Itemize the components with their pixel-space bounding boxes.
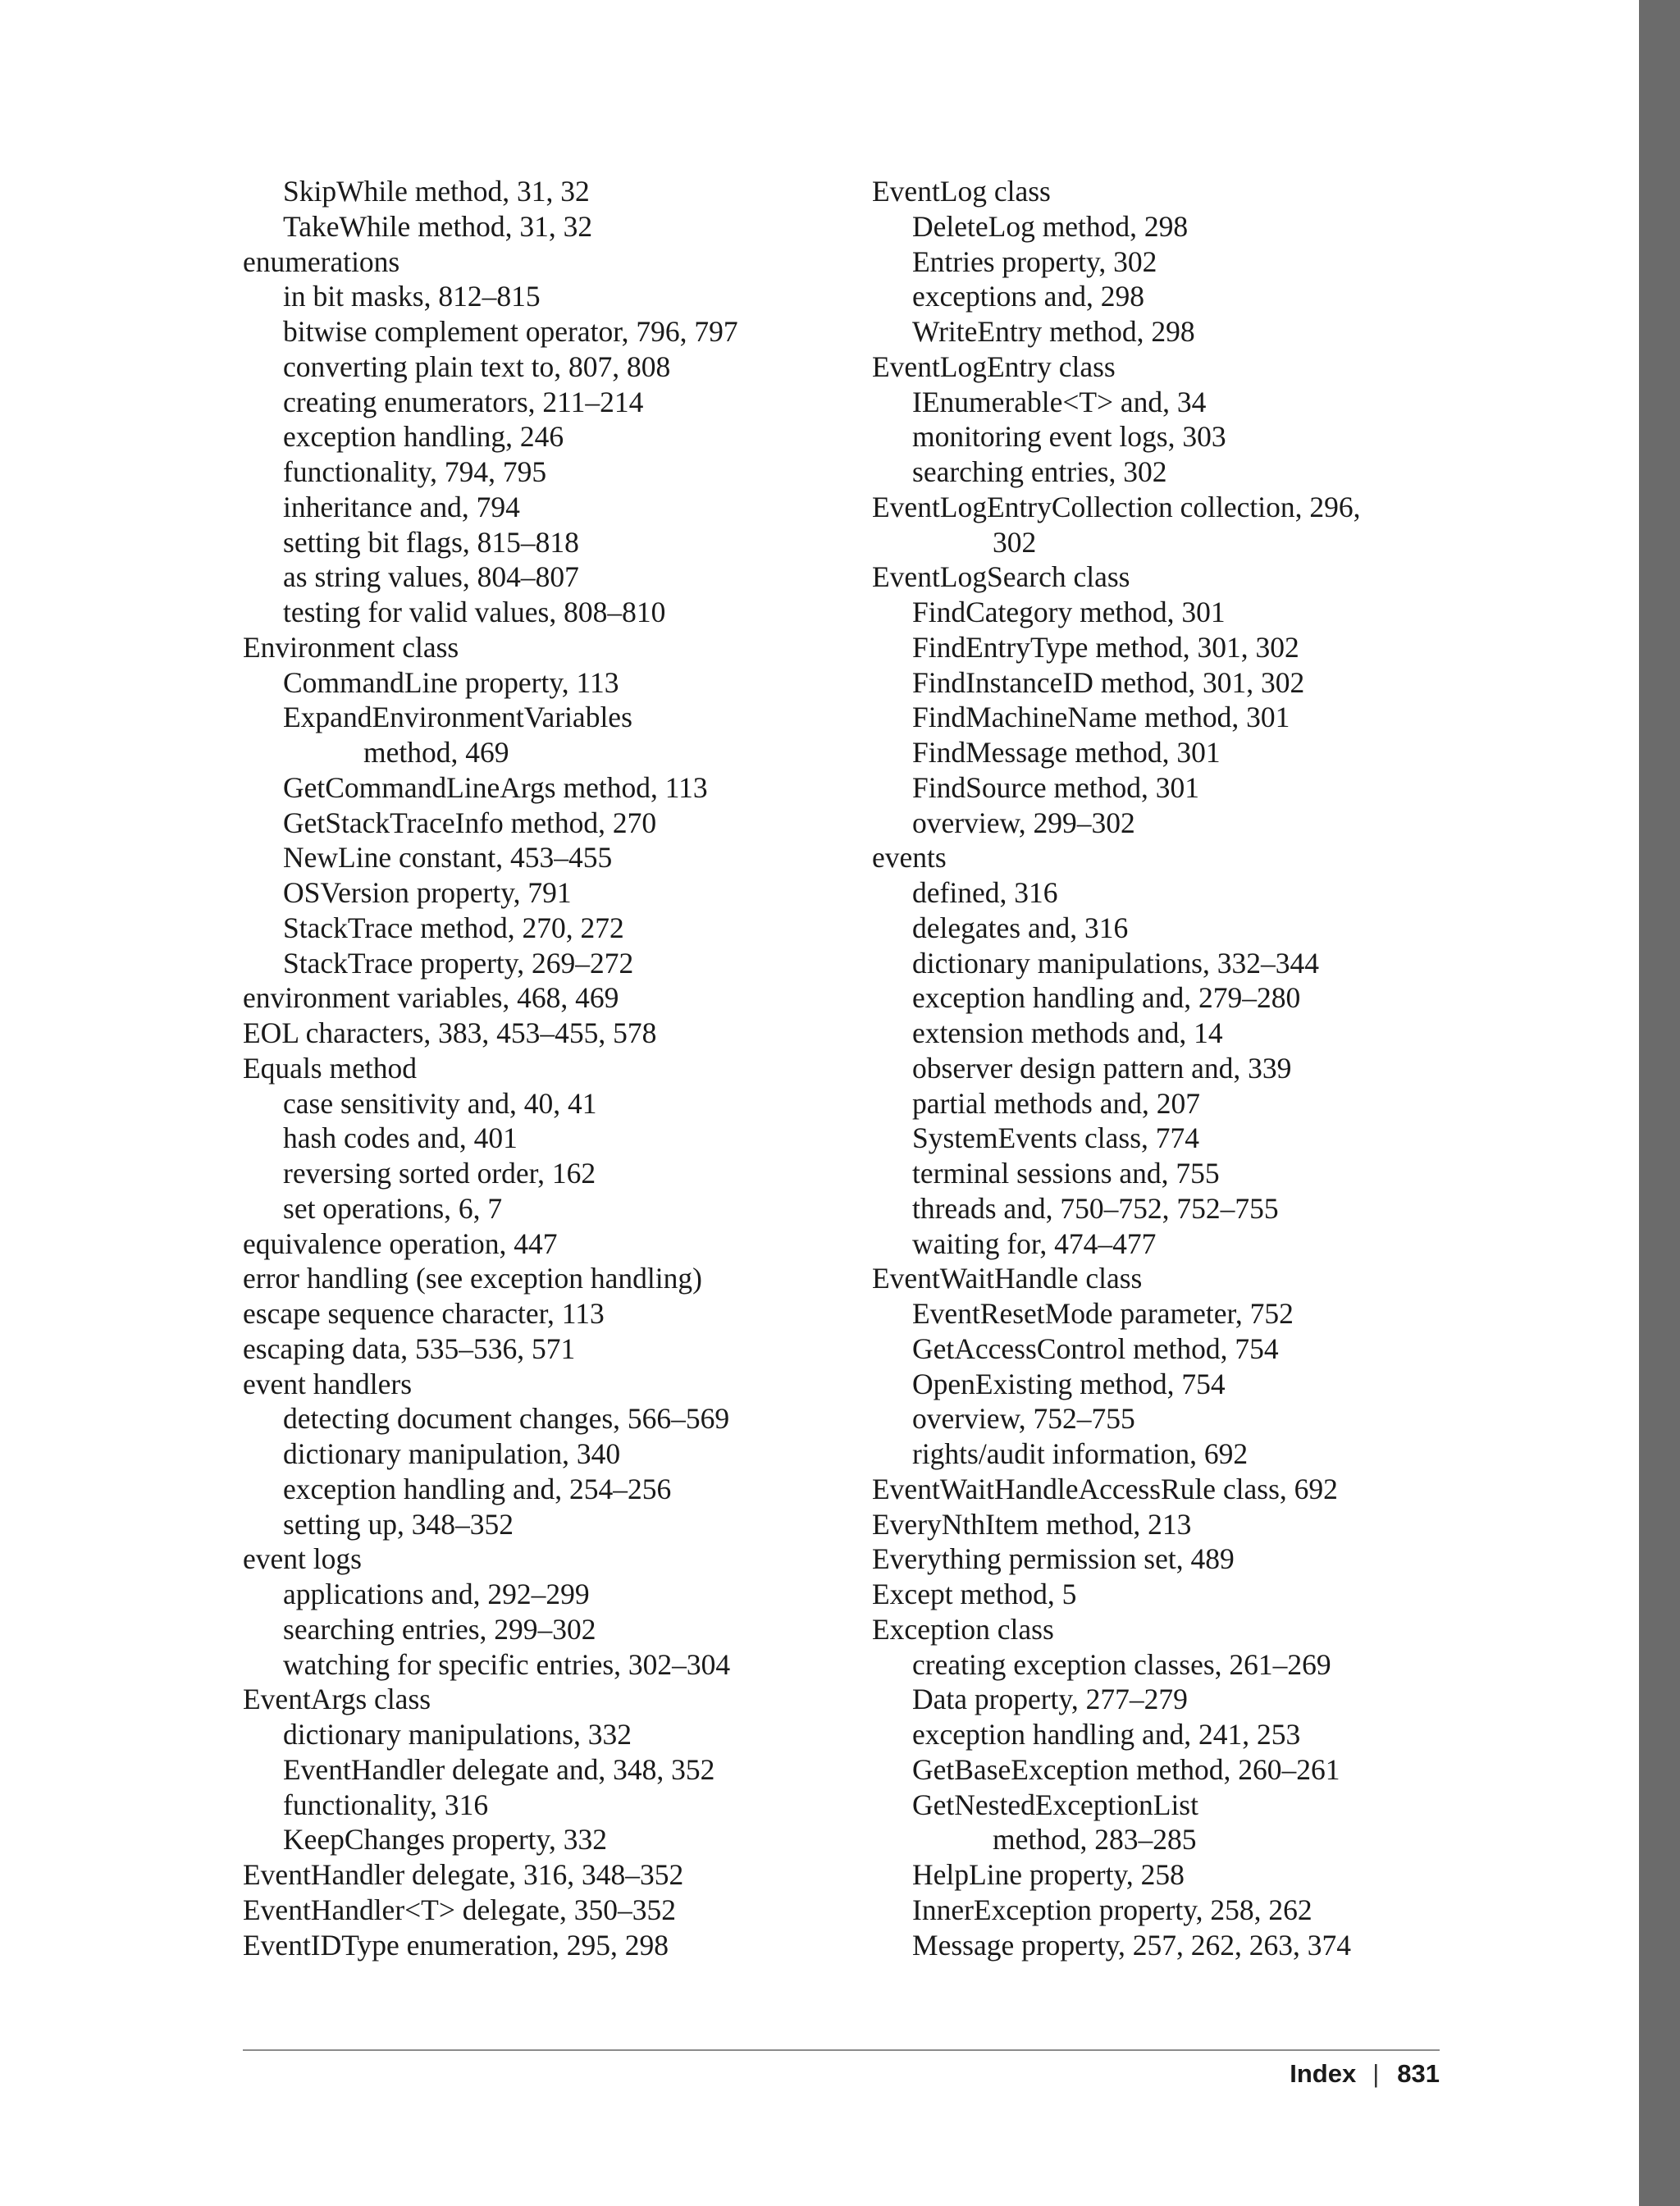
index-subentry: functionality, 794, 795 — [283, 455, 547, 488]
index-entry: enumerations — [243, 244, 400, 278]
index-entry: event logs — [243, 1542, 362, 1576]
index-entry: EventWaitHandleAccessRule class, 692 — [872, 1472, 1338, 1505]
index-entry: EventLogEntryCollection collection, 296, — [872, 490, 1361, 523]
index-subentry: FindMachineName method, 301 — [912, 701, 1290, 734]
index-subentry: TakeWhile method, 31, 32 — [283, 209, 593, 243]
index-subentry: Entries property, 302 — [912, 244, 1157, 278]
index-subentry: detecting document changes, 566–569 — [283, 1402, 730, 1436]
index-subentry: searching entries, 299–302 — [283, 1612, 596, 1646]
index-subentry: bitwise complement operator, 796, 797 — [283, 315, 738, 348]
index-entry: EventLogEntry class — [872, 349, 1116, 383]
index-subentry: set operations, 6, 7 — [283, 1191, 503, 1225]
index-continuation: method, 283–285 — [993, 1823, 1197, 1857]
index-subentry: dictionary manipulation, 340 — [283, 1437, 621, 1470]
index-entry: Exception class — [872, 1612, 1054, 1646]
index-entry: Equals method — [243, 1051, 417, 1085]
index-subentry: watching for specific entries, 302–304 — [283, 1647, 731, 1681]
index-entry: EventLog class — [872, 175, 1051, 208]
index-subentry: NewLine constant, 453–455 — [283, 841, 613, 875]
index-subentry: exception handling, 246 — [283, 420, 564, 454]
index-subentry: creating exception classes, 261–269 — [912, 1647, 1331, 1681]
index-subentry: defined, 316 — [912, 876, 1058, 909]
index-subentry: OSVersion property, 791 — [283, 876, 572, 909]
index-subentry: CommandLine property, 113 — [283, 665, 619, 699]
index-entry: Everything permission set, 489 — [872, 1542, 1235, 1576]
index-subentry: EventResetMode parameter, 752 — [912, 1297, 1294, 1330]
index-subentry: dictionary manipulations, 332–344 — [912, 946, 1319, 980]
index-entry: events — [872, 841, 947, 875]
index-subentry: EventHandler delegate and, 348, 352 — [283, 1752, 715, 1786]
page-number: 831 — [1397, 2059, 1440, 2088]
index-subentry: HelpLine property, 258 — [912, 1858, 1185, 1891]
index-subentry: setting bit flags, 815–818 — [283, 525, 579, 559]
index-subentry: terminal sessions and, 755 — [912, 1157, 1220, 1190]
index-entry: EOL characters, 383, 453–455, 578 — [243, 1016, 657, 1049]
index-subentry: KeepChanges property, 332 — [283, 1823, 607, 1857]
index-subentry: delegates and, 316 — [912, 911, 1129, 944]
index-subentry: FindSource method, 301 — [912, 770, 1200, 804]
index-subentry: OpenExisting method, 754 — [912, 1367, 1226, 1400]
index-subentry: SkipWhile method, 31, 32 — [283, 175, 590, 208]
footer-rule — [243, 2049, 1440, 2051]
index-entry: equivalence operation, 447 — [243, 1226, 558, 1260]
index-subentry: threads and, 750–752, 752–755 — [912, 1191, 1279, 1225]
index-subentry: extension methods and, 14 — [912, 1016, 1223, 1049]
index-subentry: SystemEvents class, 774 — [912, 1121, 1200, 1155]
index-entry: event handlers — [243, 1367, 413, 1400]
index-subentry: exception handling and, 241, 253 — [912, 1718, 1301, 1751]
index-subentry: setting up, 348–352 — [283, 1507, 514, 1541]
index-entry: EventHandler delegate, 316, 348–352 — [243, 1858, 684, 1891]
index-subentry: Data property, 277–279 — [912, 1683, 1188, 1716]
index-subentry: in bit masks, 812–815 — [283, 280, 541, 313]
index-subentry: DeleteLog method, 298 — [912, 209, 1189, 243]
index-subentry: FindCategory method, 301 — [912, 596, 1226, 628]
index-continuation: 302 — [993, 525, 1037, 559]
index-entry: error handling (see exception handling) — [243, 1262, 702, 1295]
index-subentry: GetNestedExceptionList — [912, 1788, 1198, 1821]
index-subentry: partial methods and, 207 — [912, 1086, 1200, 1120]
index-subentry: FindMessage method, 301 — [912, 736, 1221, 769]
index-subentry: overview, 752–755 — [912, 1402, 1135, 1436]
index-continuation: method, 469 — [363, 736, 509, 769]
index-subentry: GetCommandLineArgs method, 113 — [283, 770, 708, 804]
index-subentry: creating enumerators, 211–214 — [283, 385, 644, 418]
index-entry: EventArgs class — [243, 1683, 431, 1716]
index-subentry: converting plain text to, 807, 808 — [283, 349, 671, 383]
index-entry: EventWaitHandle class — [872, 1262, 1143, 1295]
index-subentry: GetBaseException method, 260–261 — [912, 1752, 1340, 1786]
index-subentry: as string values, 804–807 — [283, 560, 579, 594]
index-subentry: rights/audit information, 692 — [912, 1437, 1249, 1470]
index-subentry: ExpandEnvironmentVariables — [283, 701, 632, 734]
index-subentry: overview, 299–302 — [912, 806, 1135, 839]
index-column-right — [872, 174, 1495, 1962]
index-subentry: GetStackTraceInfo method, 270 — [283, 806, 657, 839]
index-subentry: applications and, 292–299 — [283, 1578, 590, 1610]
page-footer — [1148, 2058, 1440, 2090]
index-subentry: inheritance and, 794 — [283, 490, 520, 523]
index-subentry: exception handling and, 254–256 — [283, 1472, 672, 1505]
index-entry: EventLogSearch class — [872, 560, 1130, 594]
footer-separator: | — [1372, 2059, 1380, 2088]
footer-section-label: Index — [1290, 2059, 1357, 2088]
index-entry: Except method, 5 — [872, 1578, 1077, 1610]
index-subentry: hash codes and, 401 — [283, 1121, 518, 1155]
index-subentry: reversing sorted order, 162 — [283, 1157, 596, 1190]
index-subentry: exceptions and, 298 — [912, 280, 1144, 313]
index-subentry: observer design pattern and, 339 — [912, 1051, 1292, 1085]
index-subentry: waiting for, 474–477 — [912, 1226, 1157, 1260]
index-subentry: StackTrace property, 269–272 — [283, 946, 634, 980]
index-subentry: functionality, 316 — [283, 1788, 489, 1821]
index-subentry: searching entries, 302 — [912, 455, 1167, 488]
index-subentry: Message property, 257, 262, 263, 374 — [912, 1928, 1352, 1962]
index-entry: EveryNthItem method, 213 — [872, 1507, 1192, 1541]
index-subentry: case sensitivity and, 40, 41 — [283, 1086, 597, 1120]
index-subentry: monitoring event logs, 303 — [912, 420, 1226, 454]
page-edge-bar — [1639, 0, 1680, 2206]
index-subentry: FindInstanceID method, 301, 302 — [912, 665, 1305, 699]
index-subentry: exception handling and, 279–280 — [912, 981, 1301, 1015]
index-subentry: FindEntryType method, 301, 302 — [912, 630, 1299, 664]
index-subentry: dictionary manipulations, 332 — [283, 1718, 632, 1751]
index-entry: escaping data, 535–536, 571 — [243, 1331, 576, 1365]
index-subentry: testing for valid values, 808–810 — [283, 596, 666, 628]
index-entry: environment variables, 468, 469 — [243, 981, 619, 1015]
index-entry: escape sequence character, 113 — [243, 1297, 605, 1330]
index-entry: EventHandler<T> delegate, 350–352 — [243, 1893, 676, 1926]
index-subentry: GetAccessControl method, 754 — [912, 1331, 1279, 1365]
index-entry: EventIDType enumeration, 295, 298 — [243, 1928, 669, 1962]
index-subentry: StackTrace method, 270, 272 — [283, 911, 624, 944]
index-subentry: InnerException property, 258, 262 — [912, 1893, 1312, 1926]
index-entry: Environment class — [243, 630, 459, 664]
index-subentry: IEnumerable<T> and, 34 — [912, 385, 1207, 418]
index-column-left — [243, 174, 866, 1962]
index-subentry: WriteEntry method, 298 — [912, 315, 1195, 348]
